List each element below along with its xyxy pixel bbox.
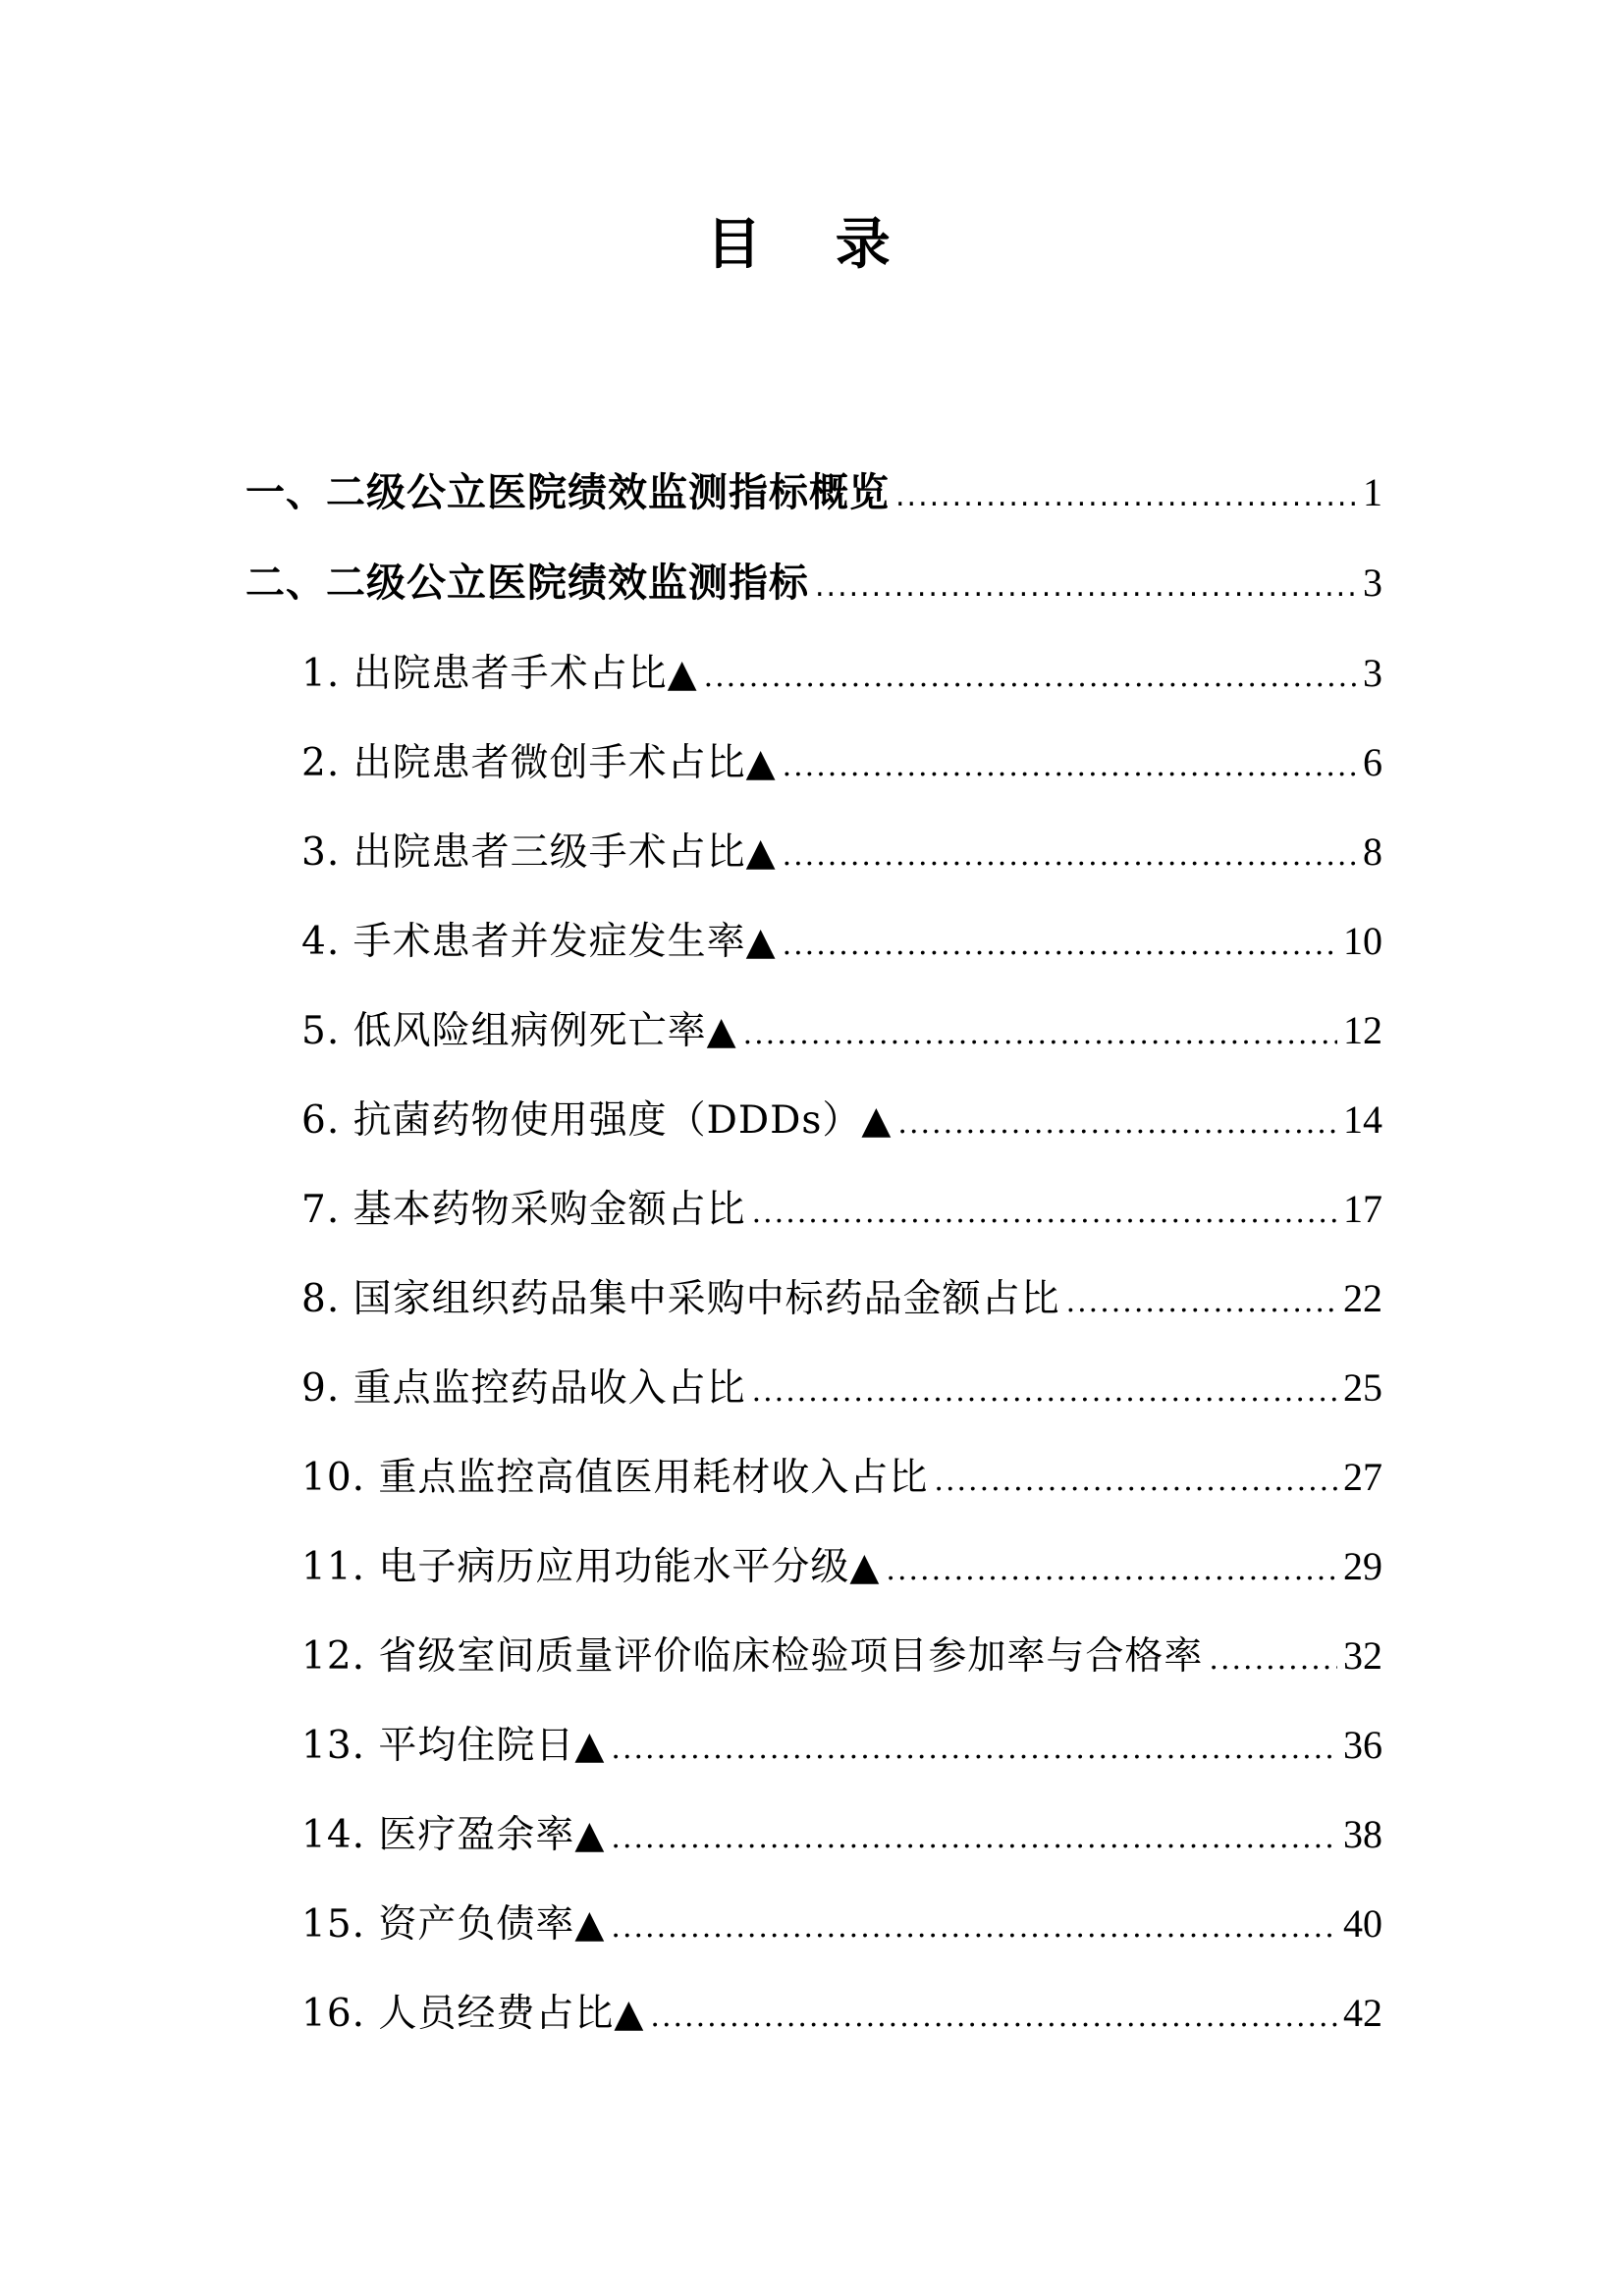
- toc-dot-leader: [886, 1541, 1337, 1600]
- toc-page-number: 8: [1363, 829, 1382, 874]
- toc-entry[interactable]: [301, 823, 1382, 881]
- toc-page-number: 27: [1343, 1455, 1382, 1499]
- toc-page-number: 38: [1343, 1812, 1382, 1856]
- toc-entry-title: 15. 资产负债率▲: [301, 1902, 606, 1947]
- toc-page-number: 1: [1363, 470, 1382, 514]
- toc-entry-title: 14. 医疗盈余率▲: [301, 1813, 606, 1857]
- toc-dot-leader: [611, 1809, 1337, 1868]
- toc-entry-title: 13. 平均住院日▲: [301, 1724, 606, 1768]
- toc-entry-title: 3. 出院患者三级手术占比▲: [301, 830, 777, 875]
- toc-entry[interactable]: [301, 1359, 1382, 1417]
- toc-entry-title: 9. 重点监控药品收入占比: [301, 1366, 746, 1411]
- toc-entry-title: 12. 省级室间质量评价临床检验项目参加率与合格率: [301, 1634, 1204, 1679]
- toc-page-number: 3: [1363, 561, 1382, 605]
- toc-entry-title: 2. 出院患者微创手术占比▲: [301, 741, 777, 785]
- page-title: 目 录: [706, 213, 918, 277]
- toc-entry[interactable]: [301, 1984, 1382, 2043]
- toc-entry[interactable]: [301, 1627, 1382, 1685]
- toc-entry-title: 10. 重点监控高值医用耗材收入占比: [301, 1456, 929, 1500]
- toc-entry[interactable]: [245, 463, 1382, 522]
- toc-entry[interactable]: [301, 1269, 1382, 1328]
- toc-dot-leader: [704, 648, 1357, 707]
- toc-page-number: 3: [1363, 651, 1382, 695]
- toc-entry[interactable]: [245, 554, 1382, 613]
- toc-entry[interactable]: [301, 1091, 1382, 1149]
- toc-dot-leader: [1209, 1630, 1337, 1689]
- toc-dot-leader: [897, 1095, 1337, 1153]
- toc-page-number: 12: [1343, 1008, 1382, 1052]
- toc-dot-leader: [895, 467, 1357, 526]
- toc-page-number: 10: [1343, 919, 1382, 963]
- toc-entry[interactable]: [301, 1805, 1382, 1864]
- toc-entry[interactable]: [301, 1001, 1382, 1060]
- toc-dot-leader: [743, 1005, 1337, 1064]
- toc-entry-title: 16. 人员经费占比▲: [301, 1992, 645, 2036]
- toc-page-number: 32: [1343, 1633, 1382, 1678]
- toc-page-number: 17: [1343, 1187, 1382, 1231]
- toc-dot-leader: [783, 827, 1357, 885]
- toc-dot-leader: [752, 1184, 1337, 1243]
- toc-dot-leader: [815, 558, 1357, 616]
- toc-page-number: 25: [1343, 1365, 1382, 1410]
- toc-entry[interactable]: [301, 1537, 1382, 1596]
- toc-entry-title: 一、二级公立医院绩效监测指标概览: [245, 470, 890, 515]
- toc-entry[interactable]: [301, 733, 1382, 792]
- toc-page-number: 6: [1363, 740, 1382, 784]
- toc-dot-leader: [783, 916, 1337, 975]
- toc-entry-title: 7. 基本药物采购金额占比: [301, 1188, 746, 1232]
- toc-entry-title: 4. 手术患者并发症发生率▲: [301, 920, 777, 964]
- toc-entry-title: 5. 低风险组病例死亡率▲: [301, 1009, 737, 1053]
- toc-dot-leader: [934, 1452, 1337, 1511]
- toc-entry[interactable]: [301, 644, 1382, 703]
- toc-page-number: 36: [1343, 1723, 1382, 1767]
- toc-page-number: 29: [1343, 1544, 1382, 1588]
- toc-dot-leader: [752, 1362, 1337, 1421]
- toc-page-number: 42: [1343, 1991, 1382, 2035]
- toc-entry[interactable]: [301, 1716, 1382, 1775]
- toc-page-number: 40: [1343, 1901, 1382, 1946]
- toc-entry[interactable]: [301, 1180, 1382, 1239]
- toc-entry-title: 11. 电子病历应用功能水平分级▲: [301, 1545, 881, 1589]
- toc-page-number: 14: [1343, 1097, 1382, 1142]
- toc-entry-title: 8. 国家组织药品集中采购中标药品金额占比: [301, 1277, 1060, 1321]
- toc-entry-title: 1. 出院患者手术占比▲: [301, 652, 698, 696]
- toc-entry-title: 6. 抗菌药物使用强度（DDDs）▲: [301, 1098, 893, 1143]
- toc-dot-leader: [783, 737, 1357, 796]
- toc-entry[interactable]: [301, 912, 1382, 971]
- toc-page-number: 22: [1343, 1276, 1382, 1320]
- toc-entry[interactable]: [301, 1895, 1382, 1953]
- toc-dot-leader: [1066, 1273, 1337, 1332]
- toc-entry[interactable]: [301, 1448, 1382, 1507]
- toc-dot-leader: [650, 1988, 1337, 2047]
- toc-dot-leader: [611, 1720, 1337, 1779]
- toc-entry-title: 二、二级公立医院绩效监测指标: [245, 561, 809, 606]
- toc-dot-leader: [611, 1898, 1337, 1957]
